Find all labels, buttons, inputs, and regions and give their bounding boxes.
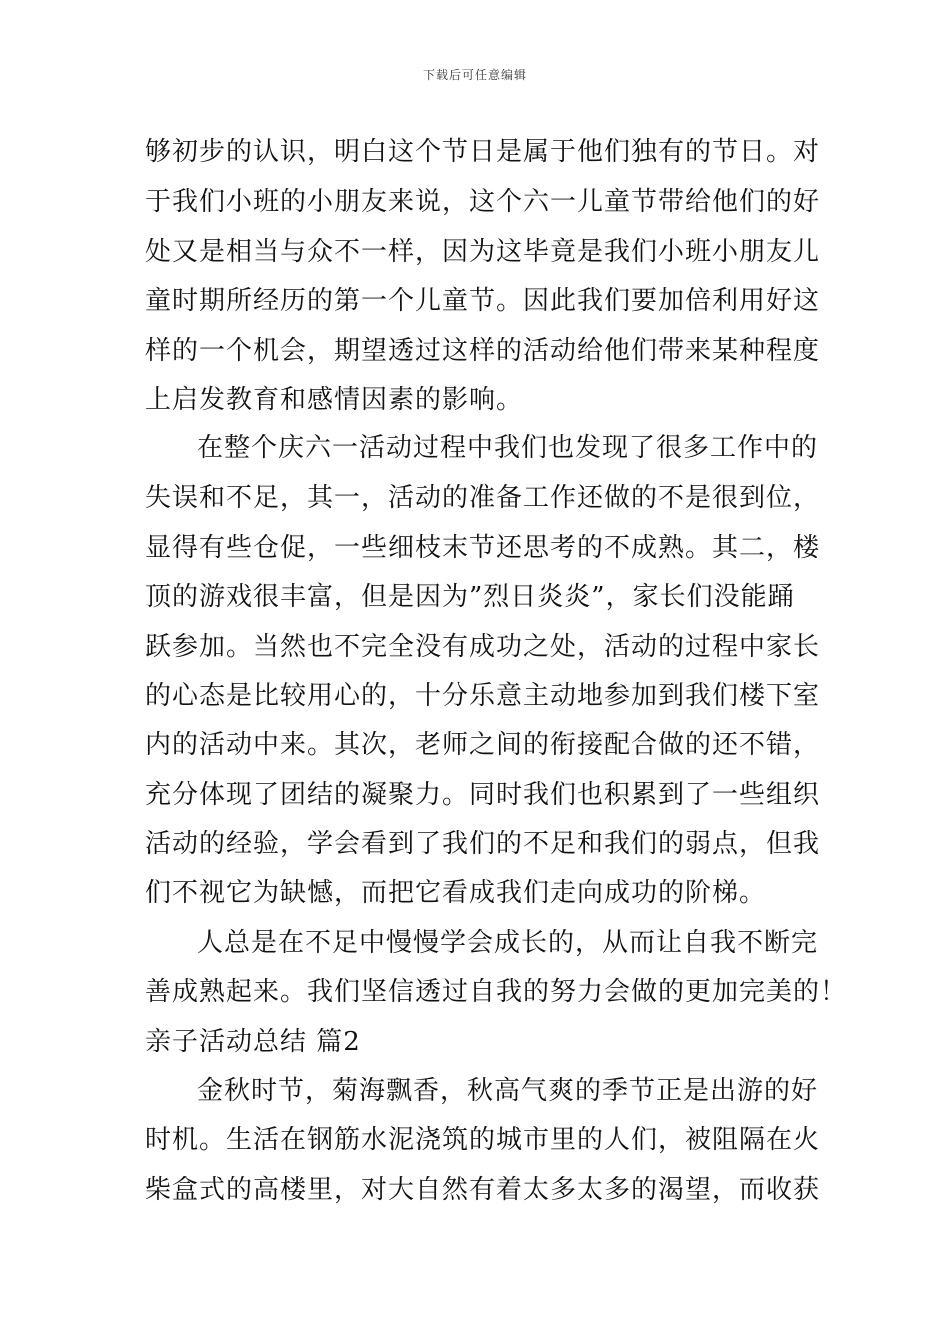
text-line: 童时期所经历的第一个儿童节。因此我们要加倍利用好这 [145, 286, 821, 316]
text-line: 上启发教育和感情因素的影响。 [145, 385, 524, 415]
text-line: 失误和不足，其一，活动的准备工作还做的不是很到位， [145, 483, 821, 513]
text-line: 金秋时节，菊海飘香，秋高气爽的季节正是出游的好 [197, 1076, 819, 1106]
text-line: 够初步的认识，明白这个节日是属于他们独有的节日。对 [145, 137, 821, 167]
text-line: 的心态是比较用心的，十分乐意主动地参加到我们楼下室 [145, 681, 821, 711]
text-line: 善成熟起来。我们坚信透过自我的努力会做的更加完美的！ [145, 977, 848, 1007]
page-header-note: 下载后可任意编辑 [422, 68, 527, 82]
text-line: 处又是相当与众不一样，因为这毕竟是我们小班小朋友儿 [145, 237, 821, 267]
section-heading: 亲子活动总结 篇2 [145, 1027, 361, 1057]
text-line: 人总是在不足中慢慢学会成长的，从而让自我不断完 [197, 928, 819, 958]
text-line: 跃参加。当然也不完全没有成功之处，活动的过程中家长 [145, 632, 821, 662]
text-line: 时机。生活在钢筋水泥浇筑的城市里的人们，被阻隔在火 [145, 1125, 821, 1155]
text-line: 于我们小班的小朋友来说，这个六一儿童节带给他们的好 [145, 187, 821, 217]
text-line: 活动的经验，学会看到了我们的不足和我们的弱点，但我 [145, 829, 821, 859]
text-line: 们不视它为缺憾，而把它看成我们走向成功的阶梯。 [145, 878, 767, 908]
text-line: 内的活动中来。其次，老师之间的衔接配合做的还不错， [145, 730, 821, 760]
text-line: 柴盒式的高楼里，对大自然有着太多太多的渴望，而收获 [145, 1175, 821, 1205]
text-line: 充分体现了团结的凝聚力。同时我们也积累到了一些组织 [145, 780, 821, 810]
text-line: 样的一个机会，期望透过这样的活动给他们带来某种程度 [145, 336, 821, 366]
text-line: 显得有些仓促，一些细枝末节还思考的不成熟。其二，楼 [145, 533, 821, 563]
text-line: 在整个庆六一活动过程中我们也发现了很多工作中的 [197, 433, 819, 463]
text-line: 顶的游戏很丰富，但是因为”烈日炎炎”，家长们没能踊 [145, 582, 795, 612]
